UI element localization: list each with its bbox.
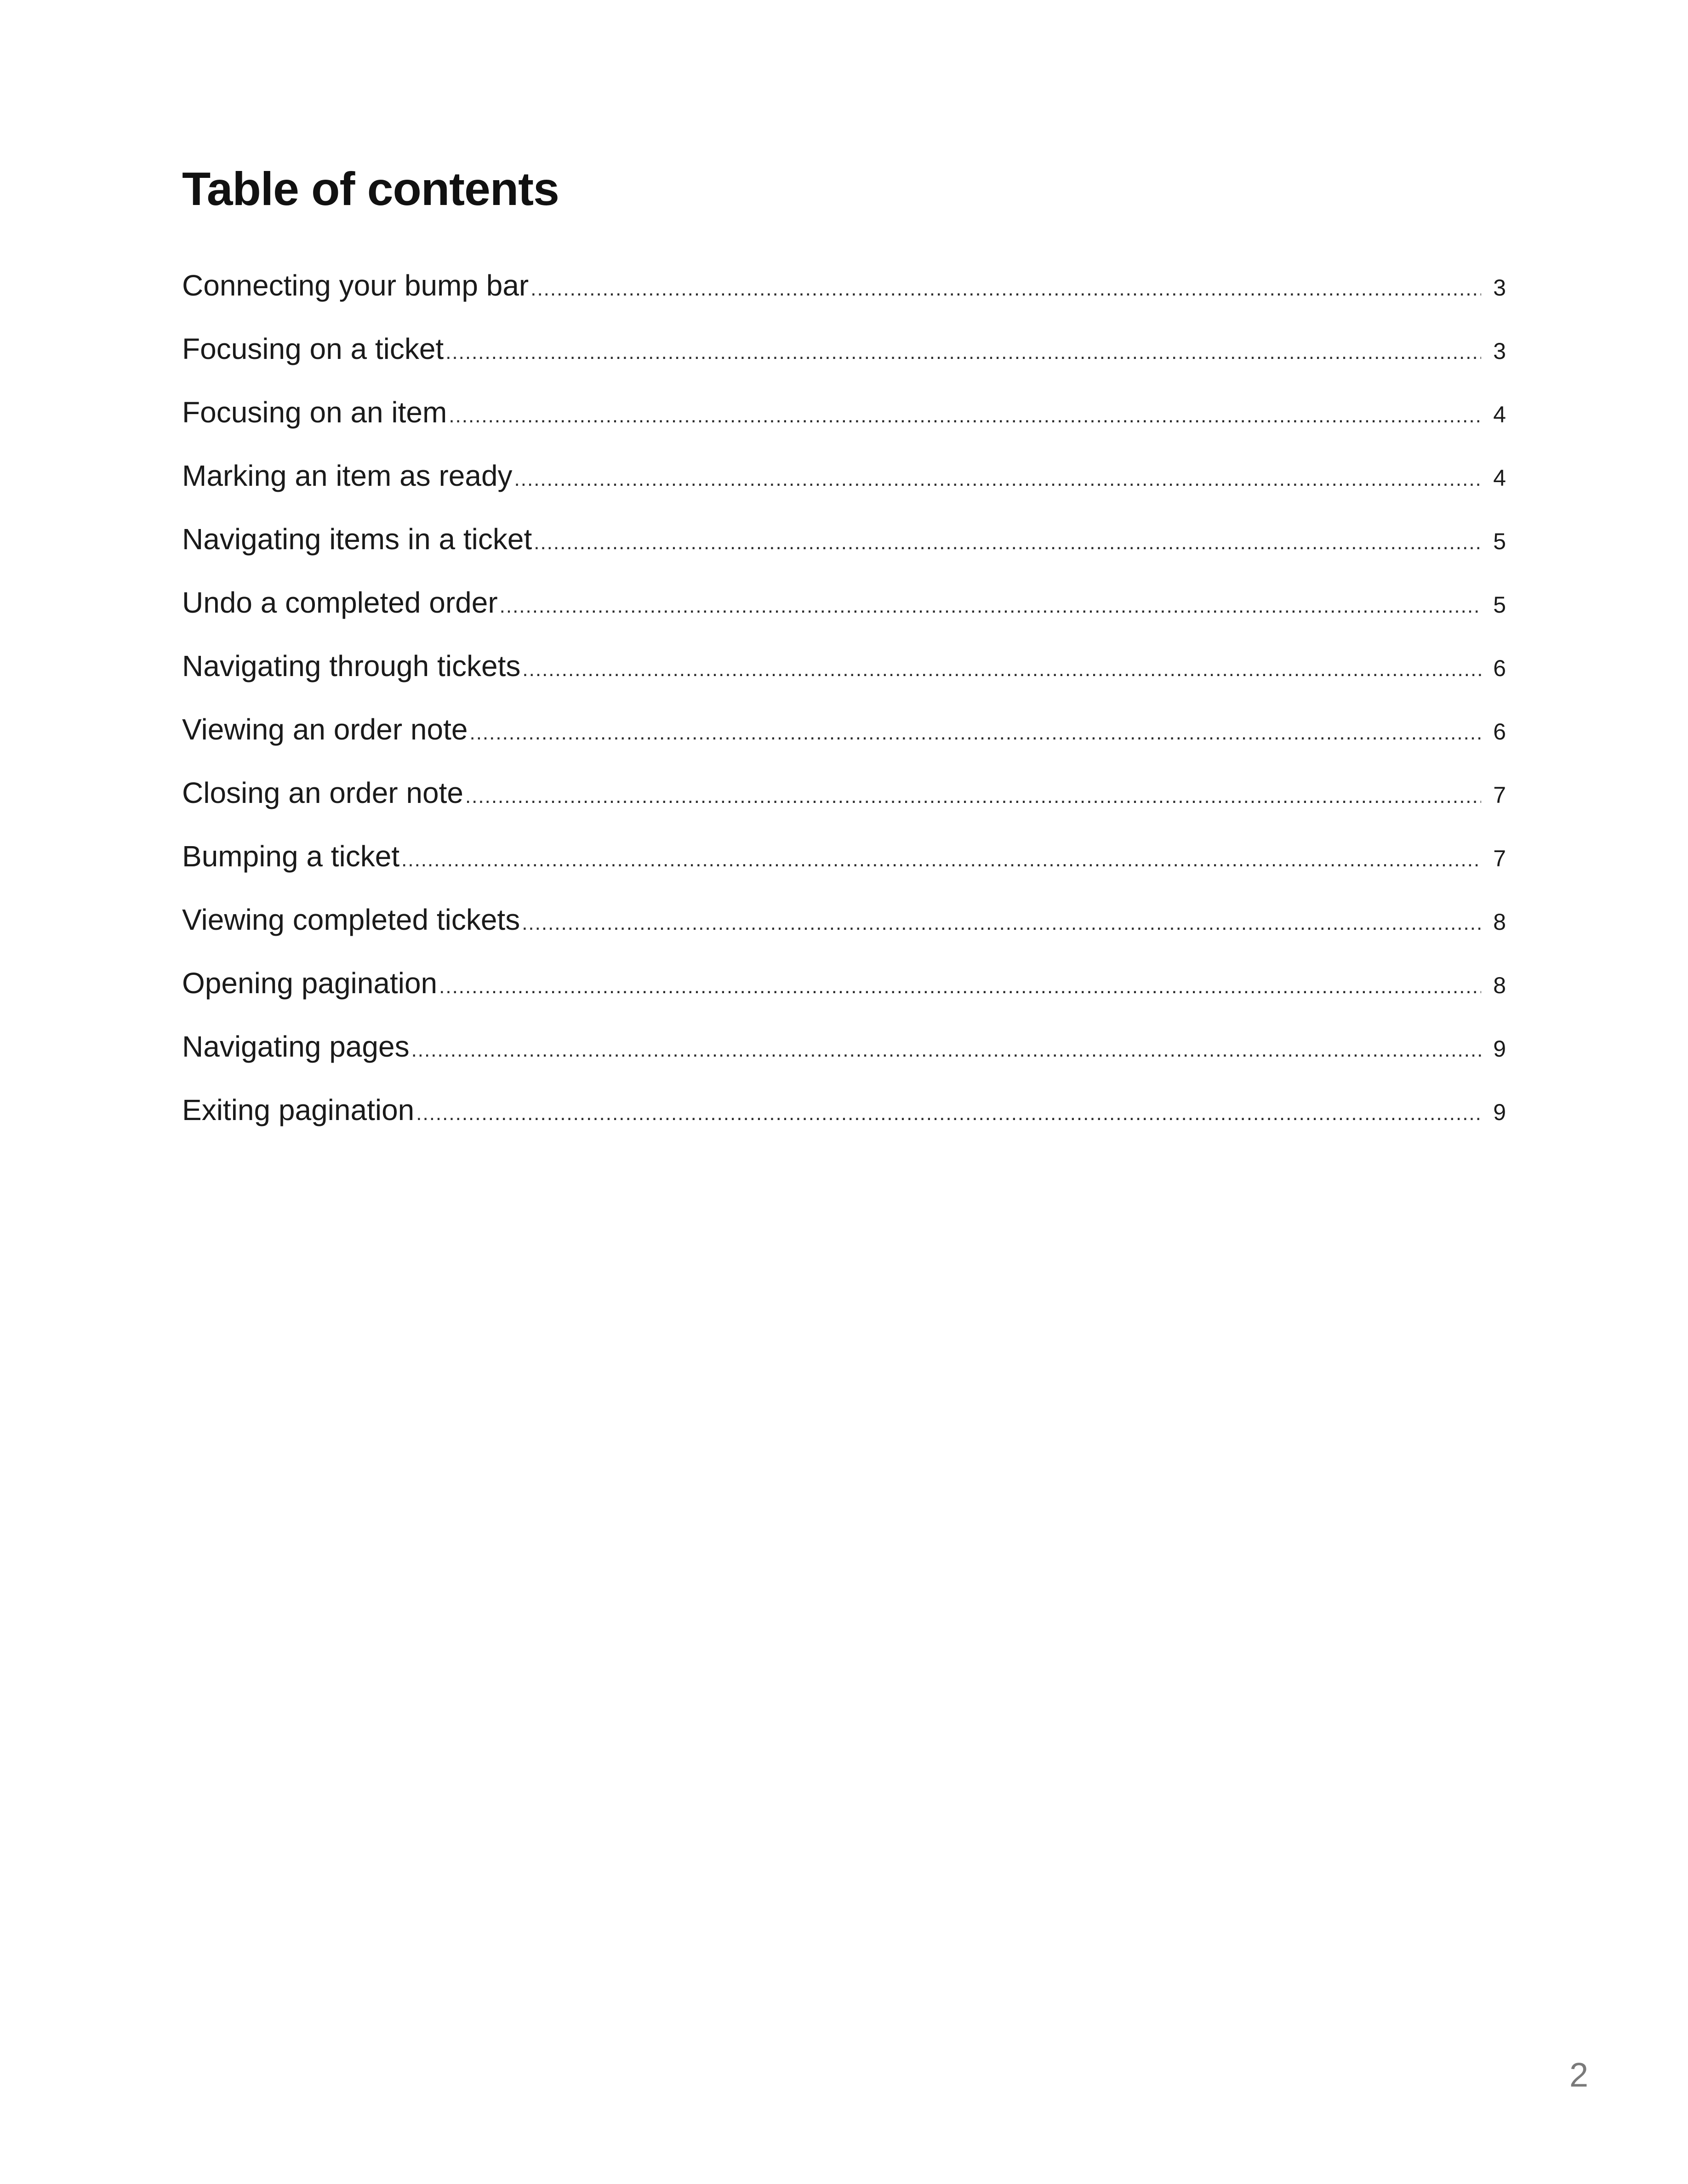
toc-entry-page: 3 — [1493, 338, 1506, 364]
toc-dot-leader — [449, 404, 1481, 427]
toc-entry-label: Opening pagination — [182, 967, 438, 1000]
toc-entry-page: 8 — [1493, 909, 1506, 935]
toc-entry-label: Focusing on a ticket — [182, 332, 444, 365]
toc-dot-leader — [534, 531, 1481, 554]
toc-entry-label: Marking an item as ready — [182, 459, 513, 492]
toc-dot-leader — [500, 595, 1481, 618]
toc-entry-label: Undo a completed order — [182, 586, 498, 619]
toc-dot-leader — [514, 468, 1481, 491]
toc-dot-leader — [465, 785, 1481, 808]
toc-entry-page: 6 — [1493, 655, 1506, 681]
toc-entry-page: 4 — [1493, 465, 1506, 491]
toc-entry-label: Focusing on an item — [182, 396, 447, 429]
toc-entry-label: Viewing an order note — [182, 713, 468, 746]
toc-entry-navigating-items[interactable] — [182, 522, 1506, 586]
toc-dot-leader — [401, 848, 1481, 871]
toc-entry-exiting-pagination[interactable] — [182, 1093, 1506, 1156]
toc-entry-closing-order-note[interactable] — [182, 776, 1506, 839]
toc-entry-navigating-tickets[interactable] — [182, 649, 1506, 712]
toc-entry-page: 5 — [1493, 529, 1506, 554]
toc-entry-label: Navigating pages — [182, 1030, 410, 1063]
toc-entry-label: Connecting your bump bar — [182, 269, 529, 302]
toc-entry-navigating-pages[interactable] — [182, 1029, 1506, 1093]
toc-entry-label: Navigating through tickets — [182, 649, 521, 682]
toc-entry-focusing-item[interactable] — [182, 395, 1506, 459]
toc-entry-page: 5 — [1493, 592, 1506, 618]
toc-entry-label: Exiting pagination — [182, 1093, 415, 1126]
toc-entry-label: Closing an order note — [182, 776, 463, 809]
toc-entry-undo-completed-order[interactable] — [182, 586, 1506, 649]
toc-entry-connecting-bump-bar[interactable] — [182, 268, 1506, 332]
toc-entry-page: 4 — [1493, 402, 1506, 427]
toc-entry-viewing-order-note[interactable] — [182, 712, 1506, 776]
toc-entry-marking-item-ready[interactable] — [182, 459, 1506, 522]
table-of-contents — [182, 268, 1506, 1156]
toc-entry-bumping-ticket[interactable] — [182, 839, 1506, 903]
toc-entry-page: 3 — [1493, 275, 1506, 301]
toc-dot-leader — [439, 975, 1481, 998]
toc-dot-leader — [416, 1102, 1481, 1125]
toc-entry-page: 9 — [1493, 1099, 1506, 1125]
toc-dot-leader — [522, 658, 1481, 681]
toc-dot-leader — [530, 278, 1481, 301]
toc-entry-label: Navigating items in a ticket — [182, 523, 532, 556]
toc-entry-label: Bumping a ticket — [182, 840, 400, 873]
toc-entry-viewing-completed-tickets[interactable] — [182, 903, 1506, 966]
toc-entry-page: 6 — [1493, 719, 1506, 745]
toc-entry-page: 7 — [1493, 846, 1506, 871]
page-number: 2 — [1569, 2056, 1589, 2094]
toc-entry-label: Viewing completed tickets — [182, 903, 520, 936]
toc-dot-leader — [469, 722, 1481, 745]
toc-entry-page: 8 — [1493, 973, 1506, 998]
toc-entry-opening-pagination[interactable] — [182, 966, 1506, 1029]
toc-entry-focusing-ticket[interactable] — [182, 332, 1506, 395]
toc-dot-leader — [411, 1039, 1481, 1062]
toc-entry-page: 7 — [1493, 782, 1506, 808]
page-title: Table of contents — [182, 163, 559, 215]
toc-entry-page: 9 — [1493, 1036, 1506, 1062]
toc-dot-leader — [445, 341, 1481, 364]
toc-dot-leader — [522, 912, 1481, 935]
